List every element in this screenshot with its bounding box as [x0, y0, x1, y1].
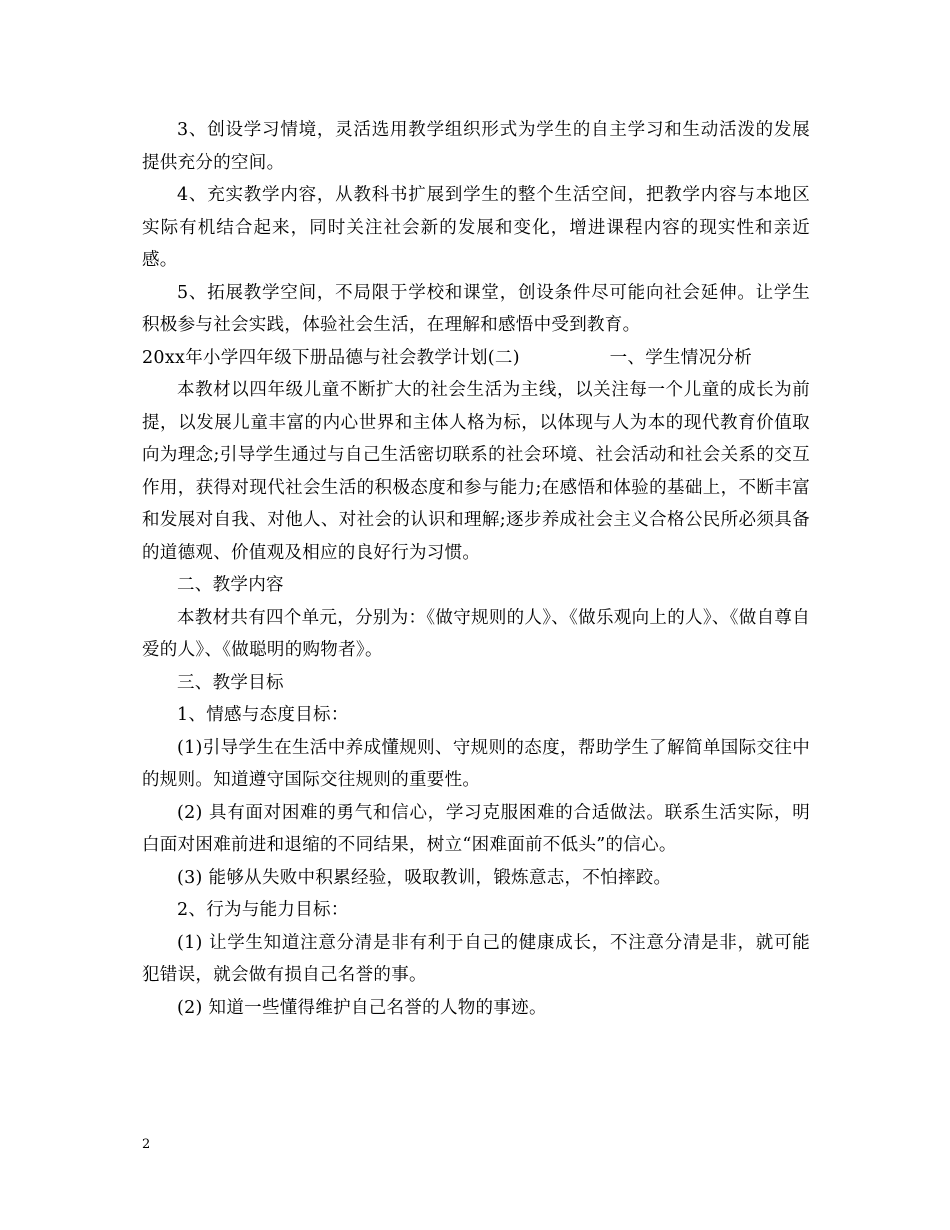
goal-item-1-1: (1)引导学生在生活中养成懂规则、守规则的态度，帮助学生了解简单国际交往中的规则。知道遵守国际交往规则的重要性。 — [142, 737, 810, 790]
paragraph-units: 本教材共有四个单元，分别为：《做守规则的人》、《做乐观向上的人》、《做自尊自爱的人》、《做聪明的购物者》。 — [142, 607, 810, 660]
plan-title: 20xx年小学四年级下册品德与社会教学计划(二) — [142, 347, 520, 368]
document-body — [142, 114, 810, 1024]
goal-item-1-3: (3) 能够从失败中积累经验，吸取教训，锻炼意志，不怕摔跤。 — [177, 867, 672, 888]
plan-heading — [142, 342, 810, 375]
paragraph-item-4: 4、充实教学内容，从教科书扩展到学生的整个生活空间，把教学内容与本地区实际有机结合起来，同时关注社会新的发展和变化，增进课程内容的现实性和亲近感。 — [142, 185, 810, 270]
paragraph-item-3: 3、创设学习情境，灵活选用教学组织形式为学生的自主学习和生动活泼的发展提供充分的空间。 — [142, 120, 810, 173]
subheading-emotion-attitude: 1、情感与态度目标： — [177, 705, 349, 725]
goal-item-1-2: (2) 具有面对困难的勇气和信心，学习克服困难的合适做法。联系生活实际，明白面对困难前进和退缩的不同结果，树立“困难面前不低头”的信心。 — [142, 802, 810, 855]
paragraph-textbook-overview: 本教材以四年级儿童不断扩大的社会生活为主线，以关注每一个儿童的成长为前提，以发展儿童丰富的内心世界和主体人格为标，以体现与人为本的现代教育价值取向为理念;引导学生通过与自己生活密切联系的社会环境、社会活动和社会关系的交互作用，获得对现代社会生活的积极态度和参与能力;在感悟和体验的基础上，不断丰富和发展对自我、对他人、对社会的认识和理解;逐步养成社会主义合格公民所必须具备的道德观、价值观及相应的良好行为习惯。 — [142, 380, 810, 563]
goal-item-2-1: (1) 让学生知道注意分清是非有利于自己的健康成长，不注意分清是非，就可能犯错误，就会做有损自己名誉的事。 — [142, 932, 810, 985]
section-heading-student-analysis: 一、学生情况分析 — [609, 347, 752, 368]
page-number: 2 — [142, 1137, 151, 1152]
section-heading-teaching-goals: 三、教学目标 — [177, 672, 284, 693]
goal-item-2-2: (2) 知道一些懂得维护自己名誉的人物的事迹。 — [177, 997, 547, 1018]
subheading-behavior-ability: 2、行为与能力目标： — [177, 900, 349, 920]
paragraph-item-5: 5、拓展教学空间，不局限于学校和课堂，创设条件尽可能向社会延伸。让学生积极参与社会实践，体验社会生活，在理解和感悟中受到教育。 — [142, 282, 810, 335]
section-heading-teaching-content: 二、教学内容 — [177, 575, 284, 595]
